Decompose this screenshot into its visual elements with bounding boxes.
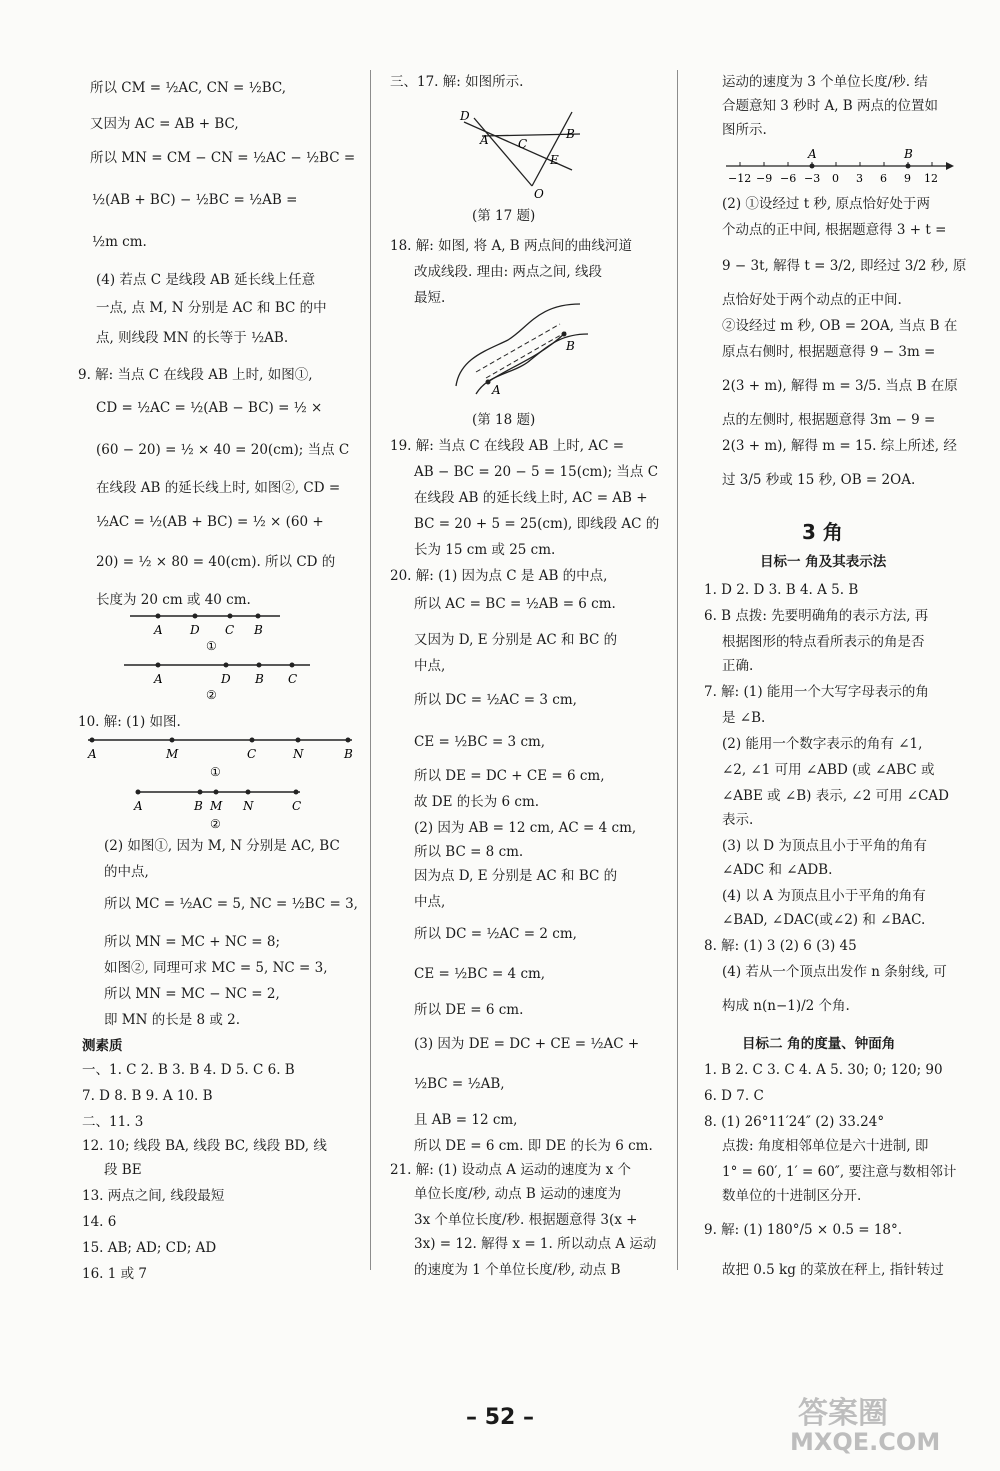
- text-line: 段 BE: [104, 1162, 142, 1178]
- text-line: 正确.: [722, 658, 754, 674]
- point-label: A: [88, 747, 97, 761]
- text-line: 13. 两点之间, 线段最短: [82, 1188, 225, 1204]
- text-line: 所以 MN = MC + NC = 8;: [104, 934, 281, 950]
- point-label: A: [134, 799, 143, 813]
- text-line: 是 ∠B.: [722, 710, 766, 726]
- text-line: 6. D 7. C: [704, 1088, 764, 1104]
- text-line: ∠ADC 和 ∠ADB.: [722, 862, 833, 878]
- number-line: [722, 146, 958, 190]
- text-line: 19. 解: 当点 C 在线段 AB 上时, AC =: [390, 438, 625, 454]
- figure-number: ②: [210, 817, 221, 830]
- tick-label: 12: [924, 172, 938, 185]
- point-label: B: [255, 672, 264, 686]
- text-line: 在线段 AB 的延长线上时, 如图②, CD =: [96, 480, 341, 496]
- text-line: 一点, 点 M, N 分别是 AC 和 BC 的中: [96, 300, 327, 316]
- point-label: C: [288, 672, 298, 686]
- point-label: D: [190, 623, 200, 637]
- text-line: 所以 DE = DC + CE = 6 cm,: [414, 768, 605, 784]
- text-line: 20) = ½ × 80 = 40(cm). 所以 CD 的: [96, 554, 336, 570]
- text-line: 3x 个单位长度/秒. 根据题意得 3(x +: [414, 1212, 638, 1228]
- text-line: 16. 1 或 7: [82, 1266, 148, 1282]
- figure-9-2: [124, 655, 314, 701]
- subsection-heading: 目标二 角的度量、钟面角: [742, 1036, 896, 1052]
- text-line: ∠ABE 或 ∠B) 表示, ∠2 可用 ∠CAD: [722, 788, 949, 804]
- subsection-heading: 目标一 角及其表示法: [760, 554, 887, 570]
- figure-18: [448, 298, 598, 398]
- figure-number: ①: [206, 639, 217, 652]
- text-line: 18. 解: 如图, 将 A, B 两点间的曲线河道: [390, 238, 633, 254]
- text-line: 点恰好处于两个动点的正中间.: [722, 292, 902, 308]
- text-line: ∠BAD, ∠DAC(或∠2) 和 ∠BAC.: [722, 912, 926, 928]
- text-line: 根据图形的特点看所表示的角是否: [722, 634, 925, 650]
- point-label: A: [480, 133, 489, 147]
- text-line: 21. 解: (1) 设动点 A 运动的速度为 x 个: [390, 1162, 632, 1178]
- point-label: M: [166, 747, 179, 761]
- tick-label: 0: [832, 172, 839, 185]
- text-line: 且 AB = 12 cm,: [414, 1112, 518, 1128]
- text-line: 的中点,: [104, 864, 149, 880]
- point-label: B: [566, 339, 575, 353]
- text-line: 长度为 20 cm 或 40 cm.: [96, 592, 251, 608]
- text-line: BC = 20 + 5 = 25(cm), 即线段 AC 的: [414, 516, 660, 532]
- text-line: 所以 DC = ½AC = 3 cm,: [414, 692, 577, 708]
- text-line: 图所示.: [722, 122, 767, 138]
- text-line: 20. 解: (1) 因为点 C 是 AB 的中点,: [390, 568, 608, 584]
- text-line: 构成 n(n−1)/2 个角.: [722, 998, 850, 1014]
- text-line: 9 − 3t, 解得 t = 3/2, 即经过 3/2 秒, 原: [722, 258, 967, 274]
- text-line: 8. (1) 26°11′24″ (2) 33.24°: [704, 1114, 885, 1130]
- point-label: A: [492, 383, 501, 397]
- text-line: 2(3 + m), 解得 m = 3/5. 当点 B 在原: [722, 378, 958, 394]
- text-line: 15. AB; AD; CD; AD: [82, 1240, 217, 1256]
- tick-label: −9: [756, 172, 773, 185]
- text-line: 所以 BC = 8 cm.: [414, 844, 524, 860]
- figure-number: ②: [206, 688, 217, 701]
- point-label: B: [904, 147, 913, 161]
- text-line: 6. B 点拨: 先要明确角的表示方法, 再: [704, 608, 929, 624]
- text-line: (2) ①设经过 t 秒, 原点恰好处于两: [722, 196, 931, 212]
- text-line: 点, 则线段 MN 的长等于 ½AB.: [96, 330, 289, 346]
- tick-label: −12: [728, 172, 752, 185]
- text-line: 改成线段. 理由: 两点之间, 线段: [414, 264, 603, 280]
- point-label: C: [247, 747, 257, 761]
- text-line: CE = ½BC = 3 cm,: [414, 734, 546, 750]
- figure-10-2: [130, 782, 310, 830]
- point-label: C: [225, 623, 235, 637]
- text-line: ½m cm.: [92, 234, 147, 250]
- text-line: (2) 如图①, 因为 M, N 分别是 AC, BC: [104, 838, 340, 854]
- figure-number: ①: [210, 765, 221, 779]
- text-line: 10. 解: (1) 如图.: [78, 714, 181, 730]
- text-line: 所以 DE = 6 cm. 即 DE 的长为 6 cm.: [414, 1138, 653, 1154]
- point-label: E: [550, 153, 559, 167]
- text-line: 9. 解: 当点 C 在线段 AB 上时, 如图①,: [78, 367, 313, 383]
- text-line: ½(AB + BC) − ½BC = ½AB =: [92, 192, 298, 208]
- text-line: 点拨: 角度相邻单位是六十进制, 即: [722, 1138, 929, 1154]
- text-line: ½AC = ½(AB + BC) = ½ × (60 +: [96, 514, 324, 530]
- figure-10-1: [86, 730, 358, 780]
- text-line: CD = ½AC = ½(AB − BC) = ½ ×: [96, 400, 323, 416]
- text-line: 9. 解: (1) 180°/5 × 0.5 = 18°.: [704, 1222, 903, 1238]
- point-label: B: [194, 799, 203, 813]
- tick-label: 9: [904, 172, 911, 185]
- text-line: 1. D 2. D 3. B 4. A 5. B: [704, 582, 859, 598]
- text-line: 合题意知 3 秒时 A, B 两点的位置如: [722, 98, 939, 114]
- tick-label: −3: [804, 172, 821, 185]
- point-label: N: [243, 799, 254, 813]
- text-line: (4) 以 A 为顶点且小于平角的角有: [722, 888, 926, 904]
- text-line: 个动点的正中间, 根据题意得 3 + t =: [722, 222, 947, 238]
- text-line: (3) 因为 DE = DC + CE = ½AC +: [414, 1036, 640, 1052]
- point-label: A: [154, 623, 163, 637]
- text-line: 中点,: [414, 658, 446, 674]
- text-line: 7. 解: (1) 能用一个大写字母表示的角: [704, 684, 929, 700]
- text-line: 又因为 D, E 分别是 AC 和 BC 的: [414, 632, 618, 648]
- point-label: A: [808, 147, 817, 161]
- column-divider: [677, 70, 678, 1270]
- text-line: (4) 若点 C 是线段 AB 延长线上任意: [96, 272, 316, 288]
- text-line: 如图②, 同理可求 MC = 5, NC = 3,: [104, 960, 328, 976]
- text-line: 表示.: [722, 812, 754, 828]
- point-label: C: [292, 799, 302, 813]
- text-line: (3) 以 D 为顶点且小于平角的角有: [722, 838, 927, 854]
- watermark-logo: 答案圈: [798, 1396, 888, 1431]
- figure-9-1: [130, 606, 290, 652]
- text-line: (2) 因为 AB = 12 cm, AC = 4 cm,: [414, 820, 637, 836]
- text-line: 1° = 60′, 1′ = 60″, 要注意与数相邻计: [722, 1164, 957, 1180]
- watermark-url: MXQE.COM: [790, 1428, 941, 1456]
- text-line: ∠2, ∠1 可用 ∠ABD (或 ∠ABC 或: [722, 762, 935, 778]
- text-line: 运动的速度为 3 个单位长度/秒. 结: [722, 74, 928, 90]
- text-line: 三、17. 解: 如图所示.: [390, 74, 524, 90]
- text-line: (4) 若从一个顶点出发作 n 条射线, 可: [722, 964, 947, 980]
- text-line: 因为点 D, E 分别是 AC 和 BC 的: [414, 868, 618, 884]
- text-line: 14. 6: [82, 1214, 117, 1230]
- text-line: 点的左侧时, 根据题意得 3m − 9 =: [722, 412, 936, 428]
- text-line: 最短.: [414, 290, 446, 306]
- text-line: 所以 DC = ½AC = 2 cm,: [414, 926, 577, 942]
- text-line: 单位长度/秒, 动点 B 运动的速度为: [414, 1186, 622, 1202]
- point-label: O: [534, 187, 544, 201]
- figure-caption: (第 17 题): [472, 208, 536, 224]
- point-label: A: [154, 672, 163, 686]
- text-line: 即 MN 的长是 8 或 2.: [104, 1012, 241, 1028]
- text-line: 3x) = 12. 解得 x = 1. 所以动点 A 运动: [414, 1236, 657, 1252]
- text-line: 二、11. 3: [82, 1114, 144, 1130]
- text-line: 的速度为 1 个单位长度/秒, 动点 B: [414, 1262, 621, 1278]
- text-line: CE = ½BC = 4 cm,: [414, 966, 546, 982]
- point-label: C: [518, 137, 528, 151]
- text-line: 故 DE 的长为 6 cm.: [414, 794, 540, 810]
- point-label: B: [566, 127, 575, 141]
- text-line: 一、1. C 2. B 3. B 4. D 5. C 6. B: [82, 1062, 295, 1078]
- tick-label: 6: [880, 172, 887, 185]
- figure-caption: (第 18 题): [472, 412, 536, 428]
- text-line: 过 3/5 秒或 15 秒, OB = 2OA.: [722, 472, 916, 488]
- text-line: 所以 CM = ½AC, CN = ½BC,: [90, 80, 287, 96]
- text-line: 7. D 8. B 9. A 10. B: [82, 1088, 213, 1104]
- text-line: 1. B 2. C 3. C 4. A 5. 30; 0; 120; 90: [704, 1062, 943, 1078]
- text-line: 所以 DE = 6 cm.: [414, 1002, 524, 1018]
- text-line: 故把 0.5 kg 的菜放在秤上, 指针转过: [722, 1262, 944, 1278]
- text-line: 中点,: [414, 894, 446, 910]
- point-label: D: [460, 109, 470, 123]
- point-label: D: [221, 672, 231, 686]
- text-line: 所以 AC = BC = ½AB = 6 cm.: [414, 596, 616, 612]
- point-label: N: [293, 747, 304, 761]
- text-line: 长为 15 cm 或 25 cm.: [414, 542, 556, 558]
- text-line: 原点右侧时, 根据题意得 9 − 3m =: [722, 344, 936, 360]
- section-title: 3 角: [802, 520, 843, 544]
- page-number: – 52 –: [466, 1405, 534, 1430]
- tick-label: 3: [856, 172, 863, 185]
- point-label: B: [254, 623, 263, 637]
- column-divider: [370, 70, 371, 1270]
- text-line: 所以 MC = ½AC = 5, NC = ½BC = 3,: [104, 896, 358, 912]
- text-line: 在线段 AB 的延长线上时, AC = AB +: [414, 490, 648, 506]
- text-line: 2(3 + m), 解得 m = 15. 综上所述, 经: [722, 438, 957, 454]
- point-label: M: [210, 799, 223, 813]
- text-line: (2) 能用一个数字表示的角有 ∠1,: [722, 736, 923, 752]
- section-heading: 测素质: [82, 1038, 123, 1054]
- figure-17: [452, 102, 592, 202]
- text-line: 8. 解: (1) 3 (2) 6 (3) 45: [704, 938, 857, 954]
- point-label: B: [344, 747, 353, 761]
- text-line: (60 − 20) = ½ × 40 = 20(cm); 当点 C: [96, 442, 350, 458]
- text-line: 所以 MN = MC − NC = 2,: [104, 986, 280, 1002]
- text-line: 12. 10; 线段 BA, 线段 BC, 线段 BD, 线: [82, 1138, 327, 1154]
- tick-label: −6: [780, 172, 797, 185]
- text-line: 数单位的十进制区分开.: [722, 1188, 862, 1204]
- text-line: ½BC = ½AB,: [414, 1076, 505, 1092]
- text-line: ②设经过 m 秒, OB = 2OA, 当点 B 在: [722, 318, 958, 334]
- text-line: 又因为 AC = AB + BC,: [90, 116, 239, 132]
- text-line: AB − BC = 20 − 5 = 15(cm); 当点 C: [414, 464, 659, 480]
- text-line: 所以 MN = CM − CN = ½AC − ½BC =: [90, 150, 356, 166]
